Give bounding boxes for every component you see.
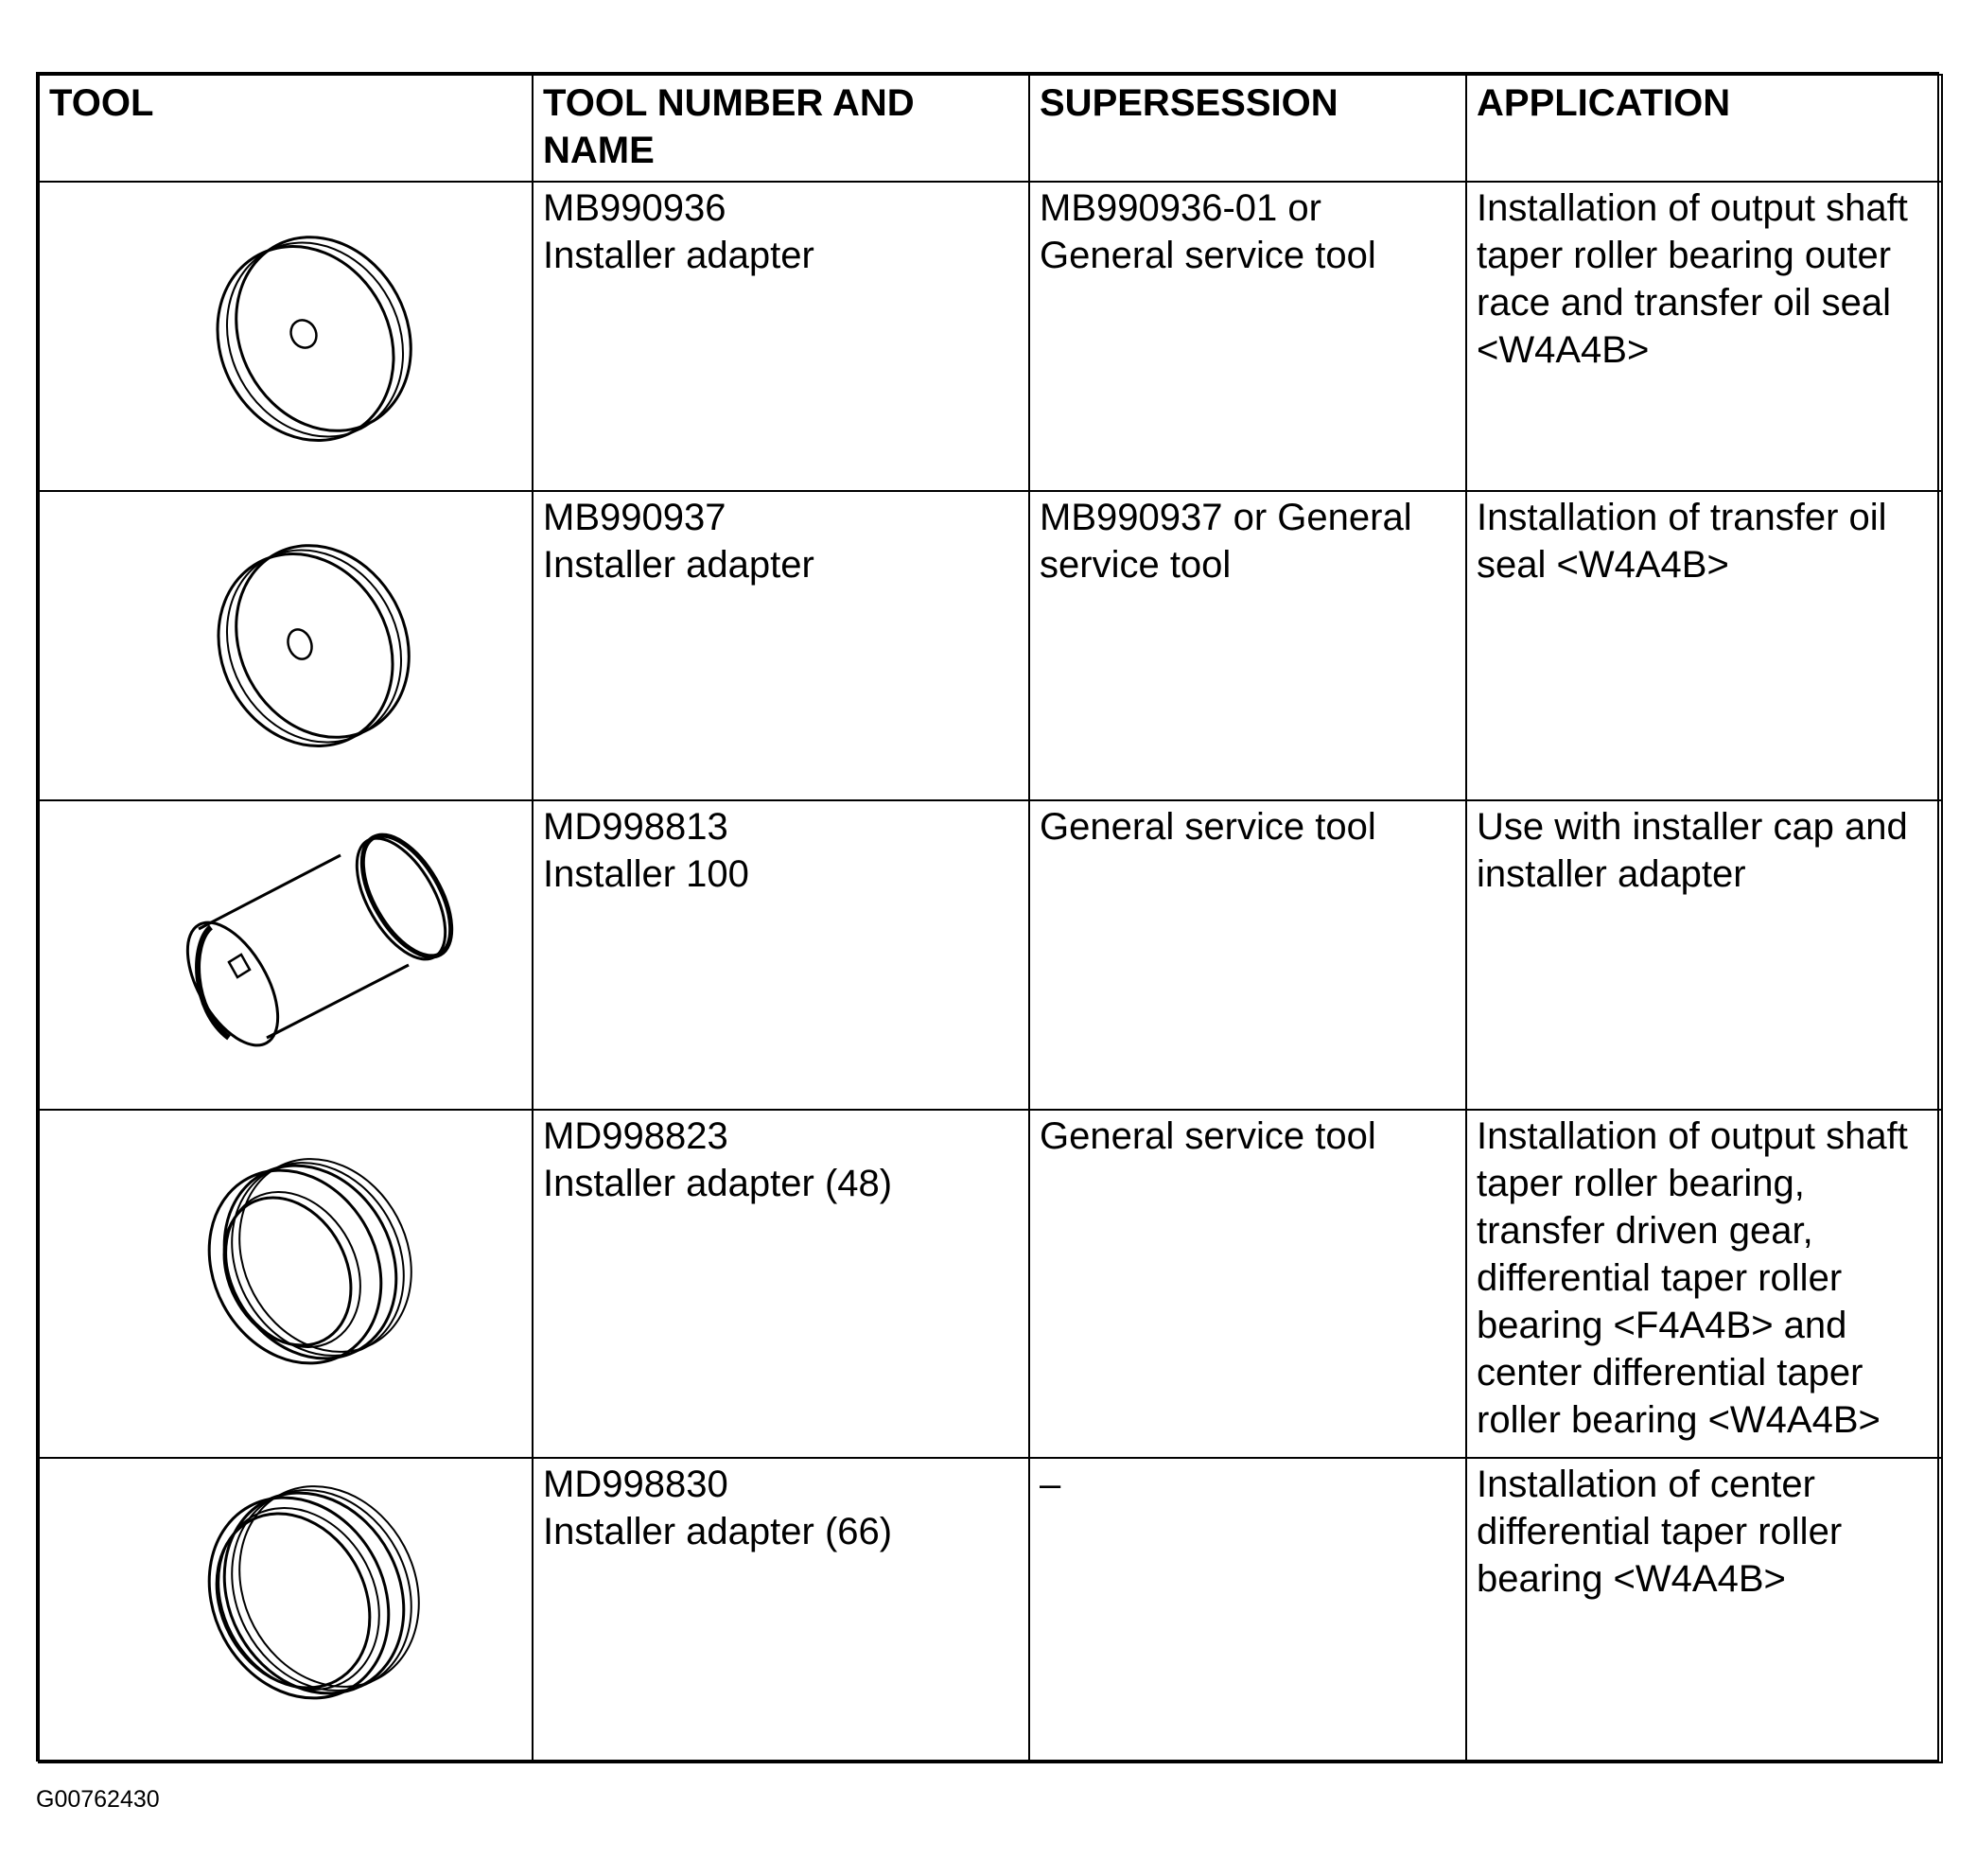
table-row [39,1110,1942,1458]
table-row [39,800,1942,1110]
tool-number-name-cell [533,491,1029,800]
tool-name: Installer adapter [543,544,814,586]
application-cell [1466,1458,1942,1762]
application-line: Installation of output shaft [1477,187,1908,229]
table-row [39,182,1942,491]
tool-illustration-cell [39,182,533,491]
application-line: taper roller bearing outer [1477,235,1892,276]
special-tools-table [38,74,1943,1763]
tool-number-name-cell [533,1110,1029,1458]
supersession-line: service tool [1040,544,1232,586]
tool-name: Installer adapter (66) [543,1511,893,1552]
application-line: Installation of output shaft [1477,1115,1908,1157]
application-line: installer adapter [1477,853,1746,895]
supersession-cell [1029,1110,1466,1458]
installer-adapter-disc-icon [40,183,534,492]
table-header-row [39,75,1942,182]
header-tool-number-line: TOOL NUMBER AND [543,82,915,124]
tool-illustration-cell [39,800,533,1110]
header-tool: TOOL [39,75,533,182]
tool-number: MB990936 [543,187,726,229]
application-line: seal <W4A4B> [1477,544,1729,586]
tool-number: MD998813 [543,806,728,848]
installer-adapter-ring-icon [40,1111,534,1459]
application-cell [1466,491,1942,800]
tool-number: MD998830 [543,1464,728,1505]
installer-adapter-ring-icon [40,1459,534,1763]
supersession-cell [1029,491,1466,800]
tool-illustration-cell [39,1110,533,1458]
application-cell [1466,800,1942,1110]
tool-number-name-cell [533,1458,1029,1762]
application-line: race and transfer oil seal [1477,282,1892,324]
installer-adapter-disc-icon [40,492,534,801]
application-line: center differential taper [1477,1352,1863,1394]
tool-name: Installer 100 [543,853,749,895]
application-line: bearing <W4A4B> [1477,1558,1786,1600]
supersession-line: General service tool [1040,1115,1376,1157]
application-line: <W4A4B> [1477,329,1650,371]
supersession-cell [1029,1458,1466,1762]
application-line: differential taper roller [1477,1257,1843,1299]
header-tool-number-and-name [533,75,1029,182]
tool-name: Installer adapter (48) [543,1163,893,1204]
application-cell [1466,182,1942,491]
supersession-cell [1029,182,1466,491]
supersession-line: General service tool [1040,235,1376,276]
application-cell [1466,1110,1942,1458]
supersession-line: MB990937 or General [1040,497,1412,538]
special-tools-table-frame [36,72,1939,1762]
table-row [39,1458,1942,1762]
supersession-line: General service tool [1040,806,1376,848]
tool-number: MB990937 [543,497,726,538]
application-line: Use with installer cap and [1477,806,1908,848]
figure-id: G00762430 [36,1786,160,1813]
tool-illustration-cell [39,491,533,800]
header-supersession: SUPERSESSION [1029,75,1466,182]
supersession-line: – [1040,1464,1061,1505]
supersession-line: MB990936-01 or [1040,187,1321,229]
application-line: transfer driven gear, [1477,1210,1813,1252]
tool-number-name-cell [533,800,1029,1110]
header-name-line: NAME [543,130,655,171]
application-line: Installation of transfer oil [1477,497,1887,538]
tool-illustration-cell [39,1458,533,1762]
application-line: differential taper roller [1477,1511,1843,1552]
table-row [39,491,1942,800]
application-line: roller bearing <W4A4B> [1477,1399,1881,1441]
supersession-cell [1029,800,1466,1110]
application-line: Installation of center [1477,1464,1815,1505]
installer-cylinder-icon [40,801,534,1111]
application-line: bearing <F4A4B> and [1477,1305,1847,1346]
tool-name: Installer adapter [543,235,814,276]
header-application: APPLICATION [1466,75,1942,182]
tool-number: MD998823 [543,1115,728,1157]
application-line: taper roller bearing, [1477,1163,1805,1204]
tool-number-name-cell [533,182,1029,491]
